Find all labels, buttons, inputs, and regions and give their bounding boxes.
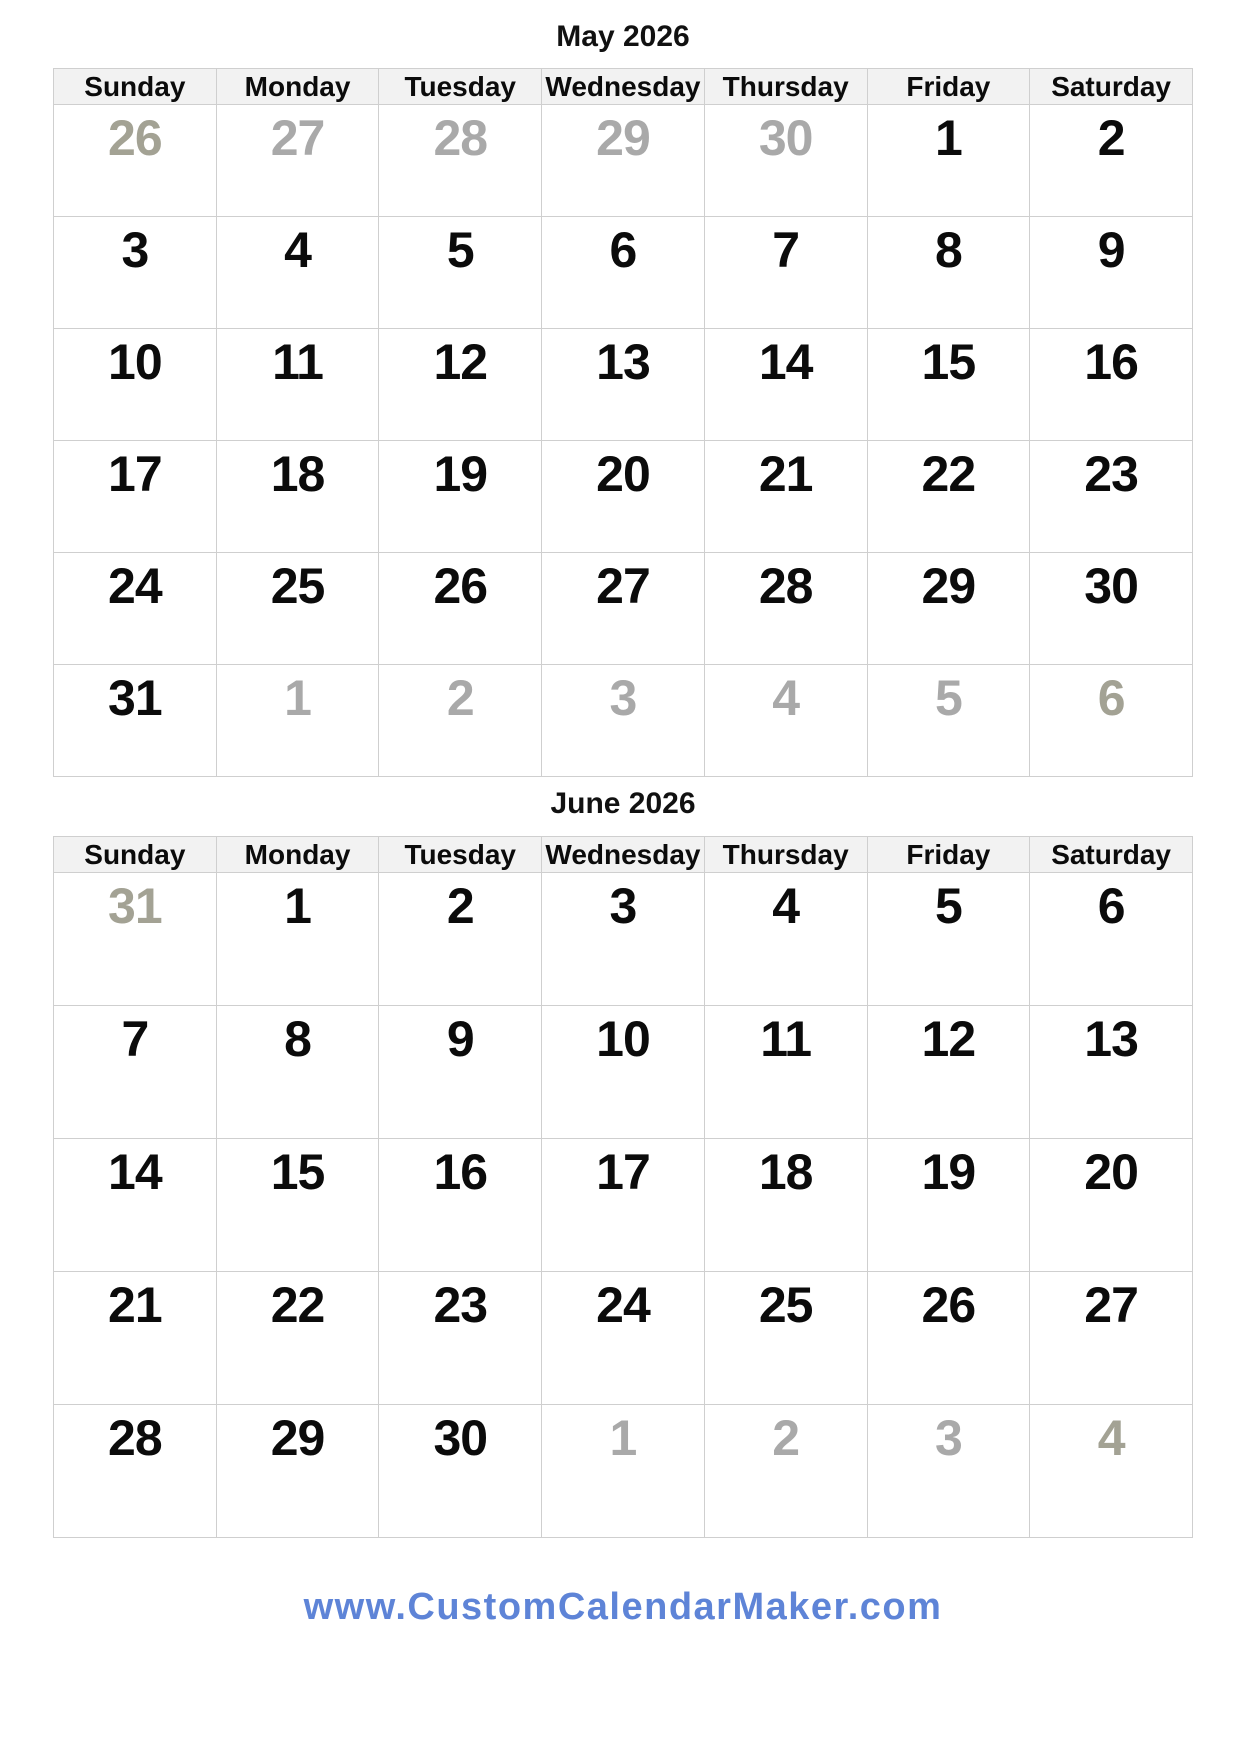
- day-cell: [379, 873, 542, 1006]
- day-number: 20: [1084, 1144, 1138, 1200]
- day-number: 19: [921, 1144, 976, 1200]
- day-number: 24: [596, 1277, 650, 1333]
- month-section-may: [53, 0, 1193, 777]
- week-row: [54, 329, 1193, 441]
- day-number: 7: [772, 222, 800, 278]
- day-cell: [1030, 105, 1193, 217]
- day-number: 26: [921, 1277, 976, 1333]
- day-cell: [216, 329, 379, 441]
- day-number: 25: [270, 558, 325, 614]
- day-cell: [216, 1272, 379, 1405]
- day-number: 8: [934, 222, 962, 278]
- day-number: 2: [446, 878, 474, 934]
- weekday-header-row: [54, 837, 1193, 873]
- day-cell: [1030, 1006, 1193, 1139]
- week-row: [54, 105, 1193, 217]
- day-number: 12: [433, 334, 488, 390]
- day-cell: [379, 217, 542, 329]
- footer-site-url: www.CustomCalendarMaker.com: [303, 1586, 943, 1628]
- day-number-other-month: 2: [772, 1410, 800, 1466]
- weekday-header-thursday: Thursday: [704, 837, 867, 873]
- day-cell: [54, 1139, 217, 1272]
- day-cell: [379, 1006, 542, 1139]
- weekday-header-row: [54, 69, 1193, 105]
- day-cell: [216, 1405, 379, 1538]
- day-cell: [704, 1139, 867, 1272]
- day-number: 23: [1084, 446, 1138, 502]
- day-cell: [379, 441, 542, 553]
- day-cell: [216, 873, 379, 1006]
- day-cell: [216, 441, 379, 553]
- day-cell: [54, 873, 217, 1006]
- week-row: [54, 217, 1193, 329]
- weekday-header-friday: Friday: [867, 837, 1030, 873]
- day-cell: [216, 665, 379, 777]
- day-number: 13: [1084, 1011, 1138, 1067]
- day-cell: [216, 553, 379, 665]
- day-number-other-month: 31: [108, 878, 162, 934]
- day-cell: [867, 1272, 1030, 1405]
- weekday-header-saturday: Saturday: [1030, 837, 1193, 873]
- day-cell: [542, 441, 705, 553]
- day-number: 13: [596, 334, 650, 390]
- week-row: [54, 1006, 1193, 1139]
- day-number: 9: [446, 1011, 474, 1067]
- day-cell: [542, 1405, 705, 1538]
- week-row: [54, 665, 1193, 777]
- day-number: 15: [921, 334, 976, 390]
- day-cell: [379, 329, 542, 441]
- day-number-other-month: 29: [596, 110, 650, 166]
- day-cell: [867, 1405, 1030, 1538]
- day-number: 15: [270, 1144, 325, 1200]
- weekday-header-monday: Monday: [216, 837, 379, 873]
- day-cell: [1030, 553, 1193, 665]
- day-cell: [867, 329, 1030, 441]
- day-cell: [216, 217, 379, 329]
- day-number: 16: [1084, 334, 1138, 390]
- weekday-header-tuesday: Tuesday: [379, 69, 542, 105]
- day-cell: [704, 873, 867, 1006]
- day-cell: [54, 1006, 217, 1139]
- day-number: 3: [121, 222, 149, 278]
- day-number: 11: [272, 334, 323, 390]
- day-cell: [542, 665, 705, 777]
- day-cell: [704, 105, 867, 217]
- day-cell: [704, 1405, 867, 1538]
- day-cell: [704, 441, 867, 553]
- day-cell: [54, 1405, 217, 1538]
- day-cell: [54, 553, 217, 665]
- day-cell: [379, 665, 542, 777]
- day-cell: [1030, 441, 1193, 553]
- weekday-header-sunday: Sunday: [54, 837, 217, 873]
- day-number: 23: [433, 1277, 488, 1333]
- day-cell: [216, 105, 379, 217]
- day-number-other-month: 4: [1097, 1410, 1125, 1466]
- day-cell: [1030, 665, 1193, 777]
- weekday-header-wednesday: Wednesday: [542, 69, 705, 105]
- month-section-june: [53, 777, 1193, 1538]
- day-number-other-month: 3: [934, 1410, 962, 1466]
- month-title-june: June 2026: [550, 787, 696, 820]
- day-cell: [542, 873, 705, 1006]
- day-number: 21: [758, 446, 813, 502]
- day-number-other-month: 5: [934, 670, 962, 726]
- day-number-other-month: 28: [433, 110, 488, 166]
- day-cell: [542, 1272, 705, 1405]
- day-number: 27: [596, 558, 650, 614]
- day-cell: [379, 553, 542, 665]
- day-cell: [867, 217, 1030, 329]
- day-number: 19: [433, 446, 488, 502]
- day-number: 1: [934, 110, 962, 166]
- day-number: 7: [121, 1011, 149, 1067]
- weekday-header-thursday: Thursday: [704, 69, 867, 105]
- day-cell: [704, 217, 867, 329]
- day-number: 30: [1084, 558, 1138, 614]
- day-number: 16: [433, 1144, 488, 1200]
- day-number: 28: [758, 558, 813, 614]
- day-cell: [867, 1006, 1030, 1139]
- day-number: 29: [270, 1410, 325, 1466]
- day-cell: [704, 1006, 867, 1139]
- day-cell: [1030, 1405, 1193, 1538]
- day-number: 5: [446, 222, 474, 278]
- calendar-content: [53, 0, 1193, 1629]
- day-cell: [542, 553, 705, 665]
- day-number: 11: [760, 1011, 812, 1067]
- day-number: 25: [758, 1277, 813, 1333]
- weekday-header-monday: Monday: [216, 69, 379, 105]
- day-number: 18: [758, 1144, 813, 1200]
- day-number: 29: [921, 558, 976, 614]
- day-number-other-month: 2: [446, 670, 474, 726]
- day-cell: [867, 873, 1030, 1006]
- day-cell: [379, 1139, 542, 1272]
- day-cell: [54, 105, 217, 217]
- day-cell: [867, 665, 1030, 777]
- day-cell: [867, 1139, 1030, 1272]
- day-cell: [704, 1272, 867, 1405]
- calendar-grid-may: [53, 68, 1193, 777]
- day-number: 21: [108, 1277, 162, 1333]
- day-cell: [867, 553, 1030, 665]
- month-title-may: May 2026: [556, 20, 690, 53]
- day-cell: [54, 441, 217, 553]
- day-cell: [216, 1006, 379, 1139]
- day-number: 26: [433, 558, 488, 614]
- week-row: [54, 553, 1193, 665]
- day-number-other-month: 4: [772, 670, 800, 726]
- day-number: 8: [284, 1011, 311, 1067]
- day-cell: [542, 1006, 705, 1139]
- day-number: 30: [433, 1410, 488, 1466]
- day-number: 17: [596, 1144, 650, 1200]
- day-number: 22: [921, 446, 976, 502]
- day-number: 4: [284, 222, 311, 278]
- day-number: 18: [270, 446, 325, 502]
- day-cell: [542, 105, 705, 217]
- week-row: [54, 873, 1193, 1006]
- day-number-other-month: 26: [108, 110, 162, 166]
- weekday-header-saturday: Saturday: [1030, 69, 1193, 105]
- day-number: 6: [609, 222, 637, 278]
- day-cell: [1030, 329, 1193, 441]
- day-number: 27: [1084, 1277, 1138, 1333]
- day-cell: [216, 1139, 379, 1272]
- day-number: 20: [596, 446, 650, 502]
- day-cell: [1030, 873, 1193, 1006]
- day-cell: [1030, 1272, 1193, 1405]
- day-number: 6: [1097, 878, 1125, 934]
- day-number: 2: [1097, 110, 1125, 166]
- weekday-header-friday: Friday: [867, 69, 1030, 105]
- day-cell: [379, 1405, 542, 1538]
- day-cell: [867, 441, 1030, 553]
- day-cell: [542, 329, 705, 441]
- day-number: 14: [758, 334, 813, 390]
- week-row: [54, 1139, 1193, 1272]
- day-cell: [1030, 1139, 1193, 1272]
- day-cell: [867, 105, 1030, 217]
- weekday-header-sunday: Sunday: [54, 69, 217, 105]
- week-row: [54, 1272, 1193, 1405]
- day-cell: [704, 553, 867, 665]
- day-cell: [54, 329, 217, 441]
- day-number-other-month: 3: [609, 670, 637, 726]
- day-number: 22: [270, 1277, 325, 1333]
- day-cell: [379, 105, 542, 217]
- day-number: 28: [108, 1410, 162, 1466]
- day-number-other-month: 30: [758, 110, 813, 166]
- week-row: [54, 1405, 1193, 1538]
- calendar-grid-june: [53, 836, 1193, 1538]
- day-number-other-month: 1: [609, 1410, 637, 1466]
- day-number: 31: [108, 670, 162, 726]
- day-number: 12: [921, 1011, 976, 1067]
- day-number: 9: [1097, 222, 1125, 278]
- weekday-header-tuesday: Tuesday: [379, 837, 542, 873]
- day-cell: [542, 1139, 705, 1272]
- day-number: 14: [108, 1144, 162, 1200]
- day-cell: [704, 329, 867, 441]
- day-number: 3: [609, 878, 637, 934]
- day-number: 10: [108, 334, 162, 390]
- day-cell: [379, 1272, 542, 1405]
- day-cell: [54, 1272, 217, 1405]
- day-number-other-month: 1: [284, 670, 311, 726]
- weekday-header-wednesday: Wednesday: [542, 837, 705, 873]
- day-cell: [1030, 217, 1193, 329]
- day-cell: [542, 217, 705, 329]
- day-number: 10: [596, 1011, 650, 1067]
- day-cell: [704, 665, 867, 777]
- day-cell: [54, 665, 217, 777]
- day-number: 1: [284, 878, 311, 934]
- day-number-other-month: 27: [270, 110, 325, 166]
- day-number-other-month: 6: [1097, 670, 1125, 726]
- day-number: 17: [108, 446, 162, 502]
- day-number: 4: [772, 878, 800, 934]
- day-number: 24: [108, 558, 162, 614]
- day-cell: [54, 217, 217, 329]
- day-number: 5: [934, 878, 962, 934]
- week-row: [54, 441, 1193, 553]
